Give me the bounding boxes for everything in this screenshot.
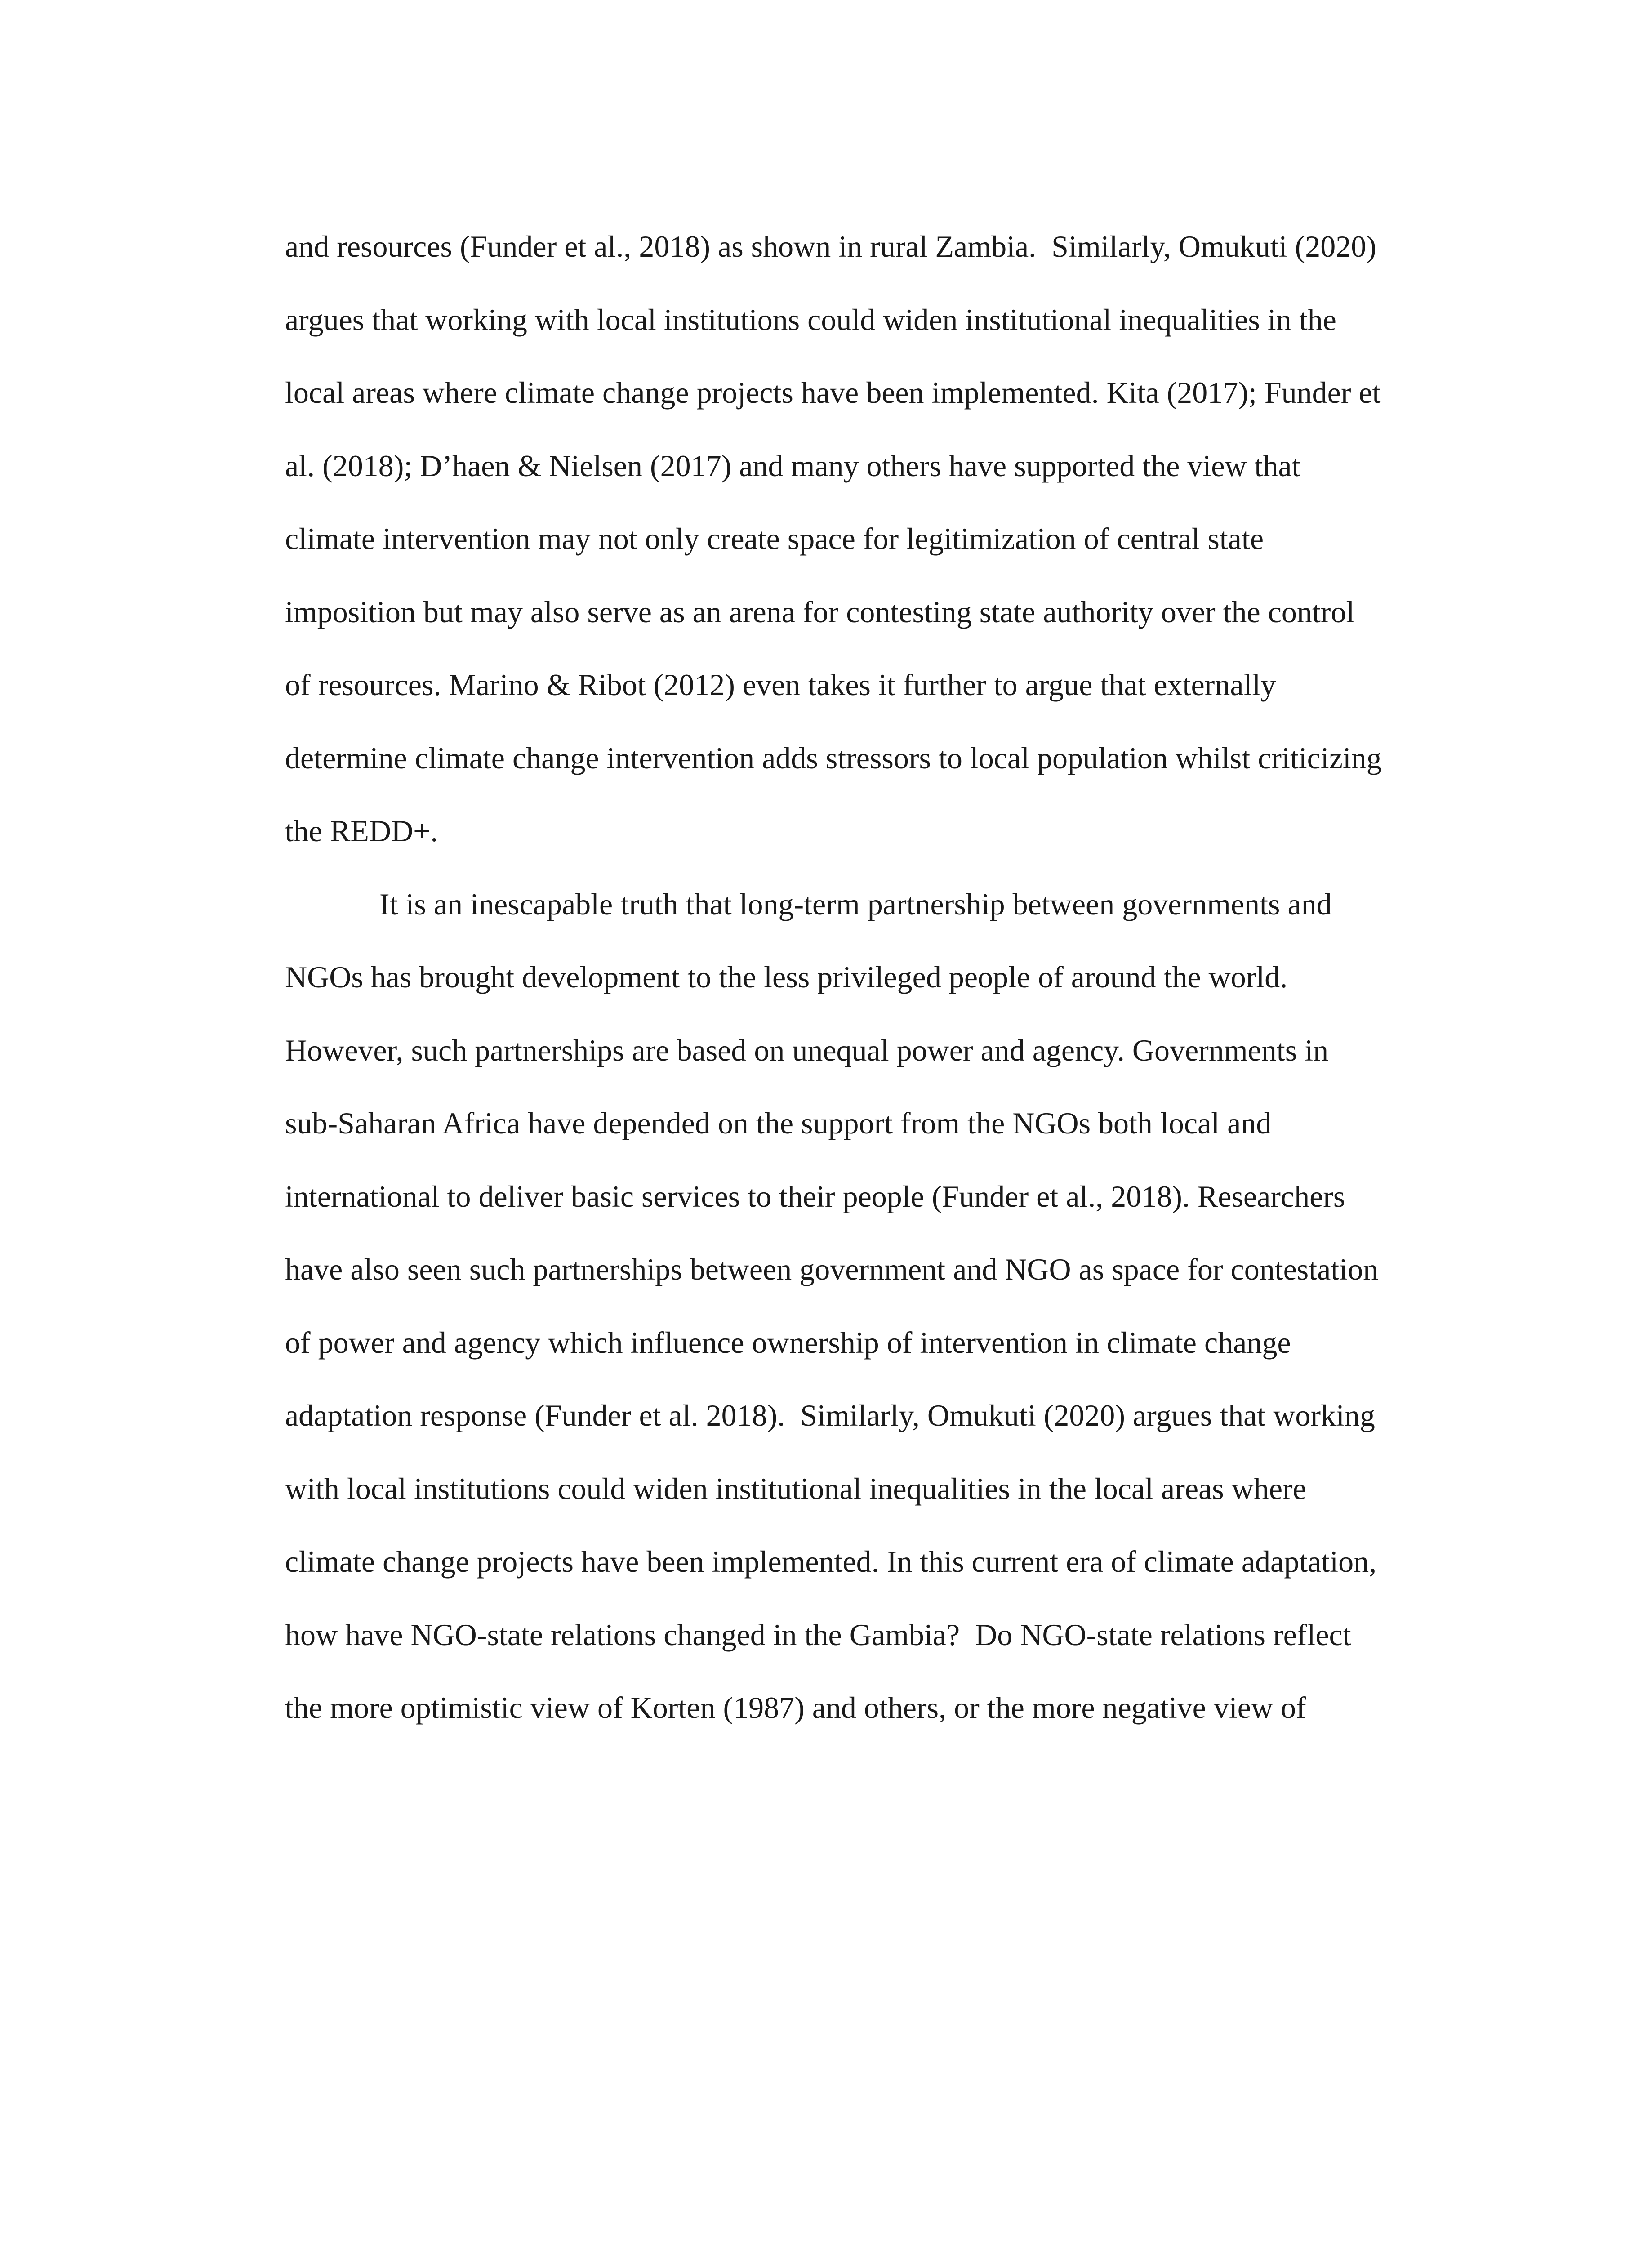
paragraph-2-line: of power and agency which influence ownership of intervention in climate change — [285, 1325, 1291, 1360]
paragraph-1-line: determine climate change intervention adds stressors to local population whilst criticizing — [285, 740, 1382, 775]
paragraph-1-line: al. (2018); D’haen & Nielsen (2017) and many others have supported the view that — [285, 448, 1300, 483]
paragraph-1-line: and resources (Funder et al., 2018) as shown in rural Zambia. Similarly, Omukuti (2020) — [285, 229, 1376, 263]
paragraph-1-line: local areas where climate change projects have been implemented. Kita (2017); Funder et — [285, 375, 1381, 410]
paragraph-2-line: the more optimistic view of Korten (1987) and others, or the more negative view of — [285, 1690, 1306, 1725]
body-text — [285, 224, 1436, 1758]
paragraph-2-line: international to deliver basic services to their people (Funder et al., 2018). Researchers — [285, 1179, 1345, 1213]
paragraph-2-line: have also seen such partnerships between government and NGO as space for contestation — [285, 1252, 1379, 1286]
paragraph-1-line: imposition but may also serve as an arena for contesting state authority over the control — [285, 594, 1355, 629]
paragraph-1-line: of resources. Marino & Ribot (2012) even takes it further to argue that externally — [285, 668, 1276, 702]
paragraph-2-line: adaptation response (Funder et al. 2018). Similarly, Omukuti (2020) argues that working — [285, 1398, 1375, 1432]
paragraph-2-line: sub-Saharan Africa have depended on the support from the NGOs both local and — [285, 1106, 1272, 1140]
paragraph-1-line: climate intervention may not only create space for legitimization of central state — [285, 522, 1264, 556]
paragraph-1-line: the REDD+. — [285, 814, 438, 848]
paragraph-2-line: However, such partnerships are based on unequal power and agency. Governments in — [285, 1033, 1329, 1067]
paragraph-2-line: with local institutions could widen institutional inequalities in the local areas where — [285, 1471, 1306, 1506]
paragraph-2-line: NGOs has brought development to the less privileged people of around the world. — [285, 960, 1288, 994]
paragraph-2-line: how have NGO-state relations changed in the Gambia? Do NGO-state relations reflect — [285, 1617, 1351, 1652]
paragraph-2-first-line: It is an inescapable truth that long-term partnership between governments and — [379, 887, 1332, 921]
paragraph-2-line: climate change projects have been implemented. In this current era of climate adaptation, — [285, 1544, 1377, 1579]
paragraph-1-line: argues that working with local institutions could widen institutional inequalities in the — [285, 302, 1336, 337]
